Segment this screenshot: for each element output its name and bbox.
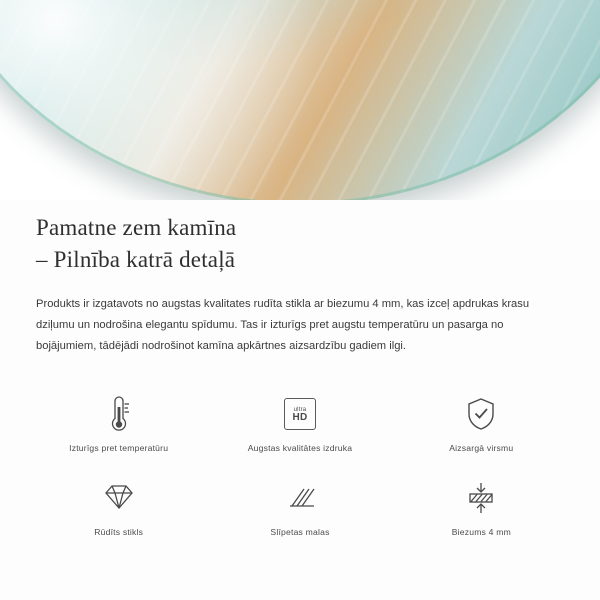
page-title-line-1: Pamatne zem kamīna (36, 215, 237, 240)
feature-label: Izturīgs pret temperatūru (69, 443, 169, 453)
feature-label: Rūdīts stikls (94, 527, 144, 537)
thermometer-icon (102, 392, 136, 436)
glass-disc (0, 0, 600, 200)
disc-edge (0, 0, 600, 200)
feature-item (28, 392, 209, 466)
description-paragraph: Produkts ir izgatavots no augstas kvalitates rudīta stikla ar biezumu 4 mm, kas izceļ apdrukas krasu dziļumu un nodrošina elegantu spīdumu. Tas ir izturīgs pret augstu temperatūru un pasarga no bojājumiem, tādējādi nodrošinot kamīna apkārtnes aizsardzību gadiem ilgi. (36, 298, 530, 352)
feature-item (391, 476, 572, 550)
feature-item (28, 476, 209, 550)
hero-product-image (0, 0, 600, 200)
feature-item (209, 476, 390, 550)
feature-grid (0, 392, 600, 550)
polished-edges-icon (282, 476, 318, 520)
feature-label: Slīpetas malas (270, 527, 330, 537)
feature-item (209, 392, 390, 466)
diamond-icon (100, 476, 138, 520)
thickness-arrows-icon (462, 476, 500, 520)
text-content (0, 212, 600, 357)
page-title-line-2: – Pilnība katrā detaļā (36, 247, 236, 272)
page-title (36, 212, 564, 276)
feature-item (391, 392, 572, 466)
feature-label: Biezums 4 mm (451, 527, 511, 537)
feature-label: Aizsargā virsmu (449, 443, 514, 453)
shield-check-icon (464, 392, 498, 436)
ultra-hd-icon: ultra HD (284, 392, 316, 436)
feature-label: Augstas kvalitātes izdruka (247, 443, 353, 453)
